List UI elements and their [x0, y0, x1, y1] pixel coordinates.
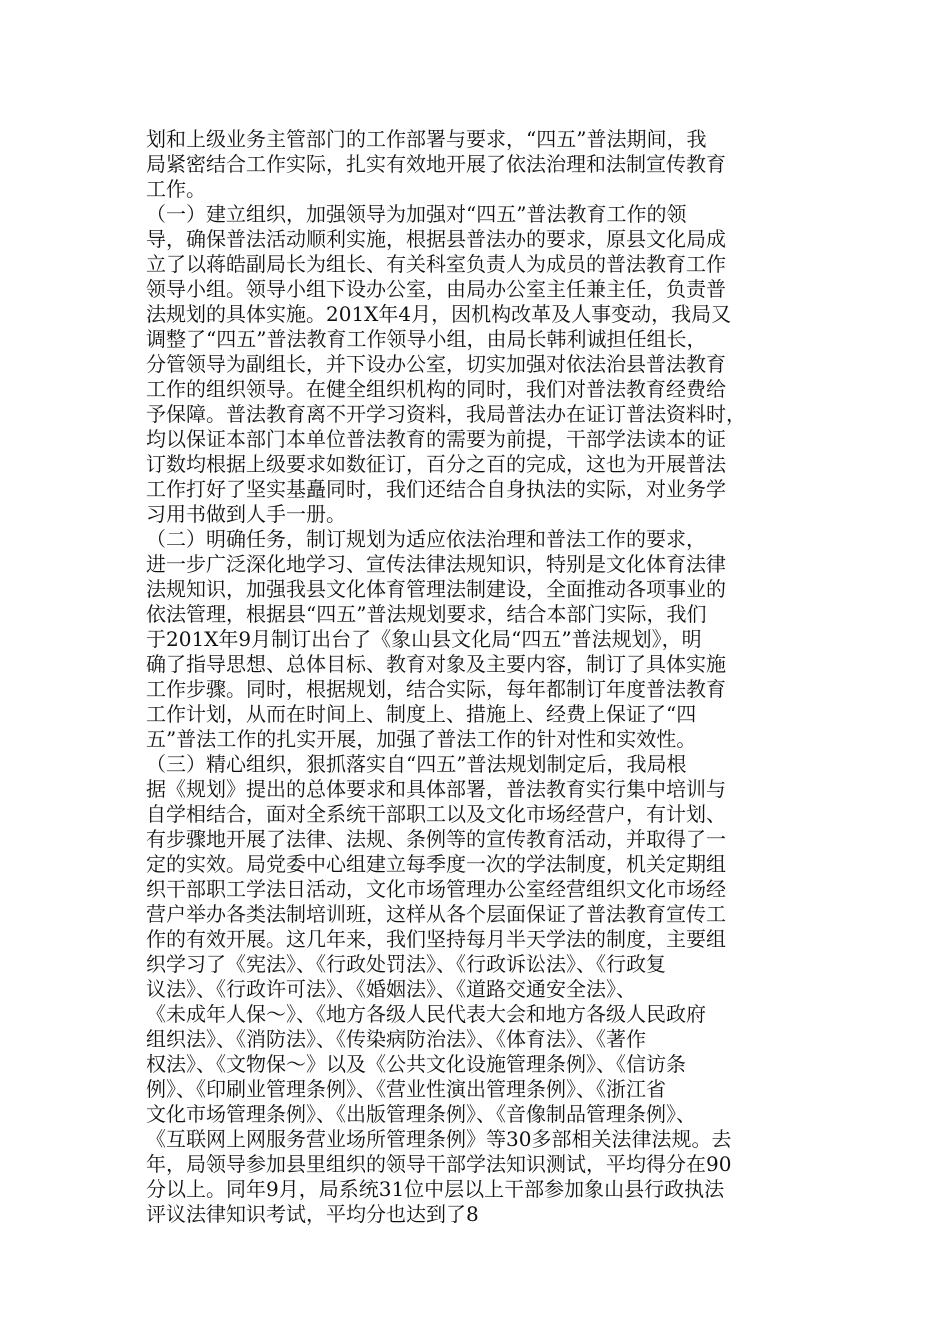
text-line: 织干部职工学法日活动，文化市场管理办公室经营组织文化市场经	[146, 877, 726, 901]
text-line: 例》、《印刷业管理条例》、《营业性演出管理条例》、《浙江省	[146, 1077, 666, 1101]
text-line: 据《规划》提出的总体要求和具体部署，普法教育实行集中培训与	[146, 777, 726, 801]
text-line: （三）精心组织，狠抓落实自“四五”普法规划制定后，我局根	[146, 752, 687, 776]
text-line: 工作计划，从而在时间上、制度上、措施上、经费上保证了“四	[146, 702, 697, 726]
text-line: 于201X年9月制订出台了《象山县文化局“四五”普法规划》，明	[146, 627, 702, 651]
text-line: 《互联网上网服务营业场所管理条例》等30多部相关法律法规。去	[146, 1127, 732, 1151]
text-line: （一）建立组织，加强领导为加强对“四五”普法教育工作的领	[146, 202, 687, 226]
text-line: 领导小组。领导小组下设办公室，由局办公室主任兼主任，负责普	[146, 277, 726, 301]
text-line: 作的有效开展。这几年来，我们坚持每月半天学法的制度，主要组	[146, 927, 726, 951]
text-line: 分以上。同年9月，局系统31位中层以上干部参加象山县行政执法	[146, 1177, 725, 1201]
text-line: 依法管理，根据县“四五”普法规划要求，结合本部门实际，我们	[146, 602, 707, 626]
text-line: 均以保证本部门本单位普法教育的需要为前提，干部学法读本的证	[146, 427, 726, 451]
text-line: 分管领导为副组长，并下设办公室，切实加强对依法治县普法教育	[146, 352, 726, 376]
text-line: 划和上级业务主管部门的工作部署与要求，“四五”普法期间，我	[146, 127, 707, 151]
text-line	[146, 1227, 811, 1252]
text-line: 工作步骤。同时，根据规划，结合实际，每年都制订年度普法教育	[146, 677, 726, 701]
text-line: 有步骤地开展了法律、法规、条例等的宣传教育活动，并取得了一	[146, 827, 726, 851]
text-line: 自学相结合，面对全系统干部职工以及文化市场经营户，有计划、	[146, 802, 726, 826]
text-line: 权法》、《文物保～》以及《公共文化设施管理条例》、《信访条	[146, 1052, 686, 1076]
text-line: 定的实效。局党委中心组建立每季度一次的学法制度，机关定期组	[146, 852, 726, 876]
text-line: 五”普法工作的扎实开展，加强了普法工作的针对性和实效性。	[146, 727, 697, 751]
text-line: 法规划的具体实施。201X年4月，因机构改革及人事变动，我局又	[146, 302, 732, 326]
text-line: 调整了“四五”普法教育工作领导小组，由局长韩利诚担任组长，	[146, 327, 707, 351]
document-body	[146, 127, 811, 1252]
text-line: 织学习了《宪法》、《行政处罚法》、《行政诉讼法》、《行政复	[146, 952, 666, 976]
text-line: 予保障。普法教育离不开学习资料，我局普法办在证订普法资料时，	[146, 402, 746, 426]
text-line: 工作的组织领导。在健全组织机构的同时，我们对普法教育经费给	[146, 377, 726, 401]
text-line: （二）明确任务，制订规划为适应依法治理和普法工作的要求，	[146, 527, 706, 551]
text-line: 习用书做到人手一册。	[146, 502, 346, 526]
text-line: 进一步广泛深化地学习、宣传法律法规知识，特别是文化体育法律	[146, 552, 726, 576]
text-line: 年，局领导参加县里组织的领导干部学法知识测试，平均得分在90	[146, 1152, 732, 1176]
text-line: 文化市场管理条例》、《出版管理条例》、《音像制品管理条例》、	[146, 1102, 696, 1126]
text-line: 确了指导思想、总体目标、教育对象及主要内容，制订了具体实施	[146, 652, 726, 676]
text-line: 立了以蒋皓副局长为组长、有关科室负责人为成员的普法教育工作	[146, 252, 726, 276]
text-line: 《未成年人保～》、《地方各级人民代表大会和地方各级人民政府	[146, 1002, 706, 1026]
text-line: 工作。	[146, 177, 206, 201]
text-line: 导，确保普法活动顺利实施，根据县普法办的要求，原县文化局成	[146, 227, 726, 251]
text-line: 营户举办各类法制培训班，这样从各个层面保证了普法教育宣传工	[146, 902, 726, 926]
text-line: 法规知识，加强我县文化体育管理法制建设，全面推动各项事业的	[146, 577, 726, 601]
text-line: 议法》、《行政许可法》、《婚姻法》、《道路交通安全法》、	[146, 977, 636, 1001]
text-line: 组织法》、《消防法》、《传染病防治法》、《体育法》、《著作	[146, 1027, 646, 1051]
text-line: 工作打好了坚实基矗同时，我们还结合自身执法的实际，对业务学	[146, 477, 726, 501]
text-line: 局紧密结合工作实际，扎实有效地开展了依法治理和法制宣传教育	[146, 152, 726, 176]
text-line: 订数均根据上级要求如数征订，百分之百的完成，这也为开展普法	[146, 452, 726, 476]
text-line: 评议法律知识考试，平均分也达到了8	[146, 1202, 479, 1226]
